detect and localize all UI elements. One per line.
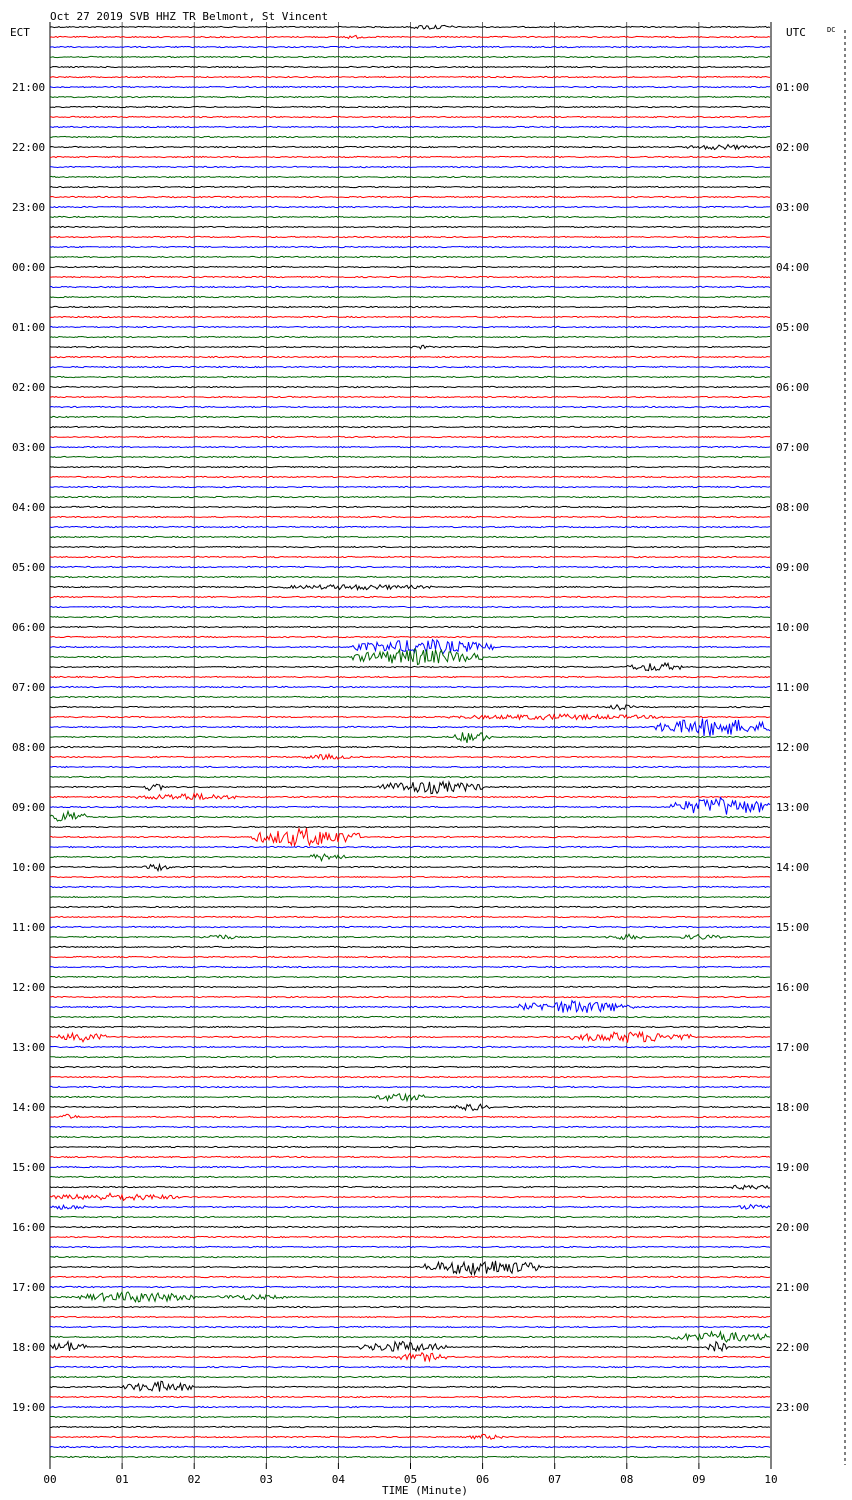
- trace-row: [50, 236, 770, 237]
- utc-hour-label: 02:00: [776, 141, 810, 154]
- ect-hour-label: 19:00: [12, 1401, 46, 1414]
- trace-row: [50, 876, 770, 877]
- trace-row: [50, 676, 770, 677]
- trace-row: [50, 1026, 770, 1027]
- trace-row: [50, 714, 770, 720]
- trace-row: [50, 585, 770, 590]
- trace-row: [50, 246, 770, 247]
- ect-hour-label: 16:00: [12, 1221, 46, 1234]
- trace-row: [50, 166, 770, 167]
- trace-row: [50, 1366, 770, 1367]
- utc-hour-label: 10:00: [776, 621, 810, 634]
- utc-hour-label: 19:00: [776, 1161, 810, 1174]
- x-axis-label: TIME (Minute): [381, 1484, 469, 1497]
- utc-hour-label: 14:00: [776, 861, 810, 874]
- trace-row: [50, 296, 770, 297]
- trace-row: [50, 376, 770, 377]
- trace-row: [50, 996, 770, 997]
- trace-row: [50, 1381, 770, 1391]
- trace-row: [50, 206, 770, 207]
- trace-row: [50, 1146, 770, 1147]
- trace-row: [50, 1276, 770, 1277]
- x-tick-label: 00: [43, 1473, 57, 1486]
- trace-row: [50, 466, 770, 467]
- trace-row: [50, 686, 770, 687]
- trace-row: [50, 1156, 770, 1157]
- trace-row: [50, 356, 770, 357]
- right-timezone-label: UTC: [786, 26, 806, 39]
- trace-row: [50, 966, 770, 967]
- utc-hour-labels: [776, 81, 809, 1414]
- trace-row: [50, 906, 770, 907]
- trace-row: [50, 306, 770, 307]
- ect-hour-label: 07:00: [12, 681, 46, 694]
- trace-row: [50, 663, 770, 671]
- trace-row: [50, 186, 770, 187]
- trace-row: [50, 1353, 770, 1362]
- trace-row: [50, 386, 770, 387]
- trace-row: [50, 946, 770, 947]
- trace-row: [50, 1104, 770, 1110]
- trace-row: [50, 1076, 770, 1077]
- trace-row: [50, 426, 770, 427]
- trace-row: [50, 576, 770, 577]
- trace-row: [50, 516, 770, 517]
- trace-row: [50, 326, 770, 327]
- trace-row: [50, 1205, 770, 1210]
- trace-row: [50, 1246, 770, 1247]
- trace-row: [50, 976, 770, 977]
- trace-row: [50, 626, 770, 627]
- trace-row: [50, 276, 770, 277]
- chart-title: Oct 27 2019 SVB HHZ TR Belmont, St Vincent: [50, 10, 329, 23]
- trace-row: [50, 754, 770, 759]
- trace-row: [50, 1286, 770, 1287]
- trace-row: [50, 826, 770, 827]
- ect-hour-label: 05:00: [12, 561, 46, 574]
- trace-row: [50, 616, 770, 617]
- ect-hour-label: 23:00: [12, 201, 46, 214]
- trace-row: [50, 25, 770, 29]
- trace-row: [50, 696, 770, 697]
- utc-hour-label: 20:00: [776, 1221, 810, 1234]
- trace-row: [50, 536, 770, 537]
- utc-hour-label: 17:00: [776, 1041, 810, 1054]
- trace-row: [50, 1316, 770, 1317]
- trace-row: [50, 606, 770, 607]
- trace-row: [50, 216, 770, 217]
- utc-hour-label: 06:00: [776, 381, 810, 394]
- utc-hour-label: 13:00: [776, 801, 810, 814]
- trace-row: [50, 176, 770, 177]
- trace-row: [50, 828, 770, 845]
- trace-row: [50, 1226, 770, 1227]
- trace-row: [50, 1406, 770, 1407]
- ect-hour-label: 09:00: [12, 801, 46, 814]
- trace-row: [50, 1016, 770, 1017]
- trace-row: [50, 546, 770, 547]
- trace-row: [50, 566, 770, 567]
- trace-row: [50, 649, 770, 665]
- trace-row: [50, 76, 770, 77]
- trace-row: [50, 865, 770, 871]
- x-tick-label: 01: [115, 1473, 129, 1486]
- ect-hour-label: 02:00: [12, 381, 46, 394]
- trace-row: [50, 526, 770, 527]
- ect-hour-label: 21:00: [12, 81, 46, 94]
- trace-row: [50, 1376, 770, 1377]
- seismic-traces: [50, 25, 770, 1457]
- trace-row: [50, 776, 770, 777]
- x-tick-label: 06: [475, 1473, 490, 1486]
- trace-row: [50, 1306, 770, 1307]
- trace-row: [50, 556, 770, 557]
- trace-row: [50, 1185, 770, 1189]
- trace-row: [50, 1046, 770, 1047]
- trace-row: [50, 256, 770, 257]
- trace-row: [50, 1456, 770, 1457]
- trace-row: [50, 486, 770, 487]
- trace-row: [50, 1216, 770, 1217]
- trace-row: [50, 705, 770, 710]
- trace-row: [50, 934, 770, 939]
- trace-row: [50, 266, 770, 267]
- trace-row: [50, 1086, 770, 1087]
- trace-row: [50, 1166, 770, 1167]
- trace-row: [50, 926, 770, 927]
- trace-row: [50, 1176, 770, 1177]
- utc-hour-label: 15:00: [776, 921, 810, 934]
- x-tick-label: 07: [548, 1473, 562, 1486]
- trace-row: [50, 316, 770, 317]
- trace-row: [50, 56, 770, 57]
- trace-row: [50, 1066, 770, 1067]
- x-tick-label: 04: [331, 1473, 346, 1486]
- x-tick-label: 08: [620, 1473, 634, 1486]
- utc-hour-label: 11:00: [776, 681, 810, 694]
- utc-hour-label: 04:00: [776, 261, 810, 274]
- trace-row: [50, 732, 770, 743]
- trace-row: [50, 1396, 770, 1397]
- ect-hour-label: 01:00: [12, 321, 46, 334]
- trace-row: [50, 286, 770, 287]
- trace-row: [50, 956, 770, 957]
- trace-row: [50, 886, 770, 887]
- trace-row: [50, 366, 770, 367]
- x-tick-label: 09: [692, 1473, 706, 1486]
- ect-hour-label: 03:00: [12, 441, 46, 454]
- trace-row: [50, 476, 770, 477]
- utc-hour-label: 09:00: [776, 561, 810, 574]
- trace-row: [50, 811, 770, 821]
- utc-hour-label: 03:00: [776, 201, 810, 214]
- trace-row: [50, 456, 770, 457]
- trace-row: [50, 1292, 770, 1302]
- trace-row: [50, 1332, 770, 1342]
- utc-hour-label: 01:00: [776, 81, 810, 94]
- trace-row: [50, 719, 770, 736]
- x-axis-ticks: [43, 1463, 777, 1486]
- trace-row: [50, 496, 770, 497]
- utc-hour-label: 05:00: [776, 321, 810, 334]
- trace-row: [50, 86, 770, 87]
- trace-row: [50, 126, 770, 127]
- trace-row: [50, 846, 770, 847]
- trace-row: [50, 156, 770, 157]
- x-tick-label: 10: [764, 1473, 778, 1486]
- trace-row: [50, 1094, 770, 1101]
- trace-row: [50, 1126, 770, 1127]
- trace-row: [50, 1261, 770, 1275]
- left-timezone-label: ECT: [10, 26, 30, 39]
- trace-row: [50, 986, 770, 987]
- ect-hour-labels: [12, 81, 45, 1414]
- ect-hour-label: 11:00: [12, 921, 46, 934]
- x-tick-label: 03: [259, 1473, 273, 1486]
- ect-hour-label: 22:00: [12, 141, 46, 154]
- ect-hour-label: 18:00: [12, 1341, 46, 1354]
- ect-hour-label: 00:00: [12, 261, 46, 274]
- trace-row: [50, 1114, 770, 1118]
- ect-hour-label: 06:00: [12, 621, 46, 634]
- ect-hour-label: 10:00: [12, 861, 46, 874]
- trace-row: [50, 416, 770, 417]
- trace-row: [50, 1193, 770, 1200]
- trace-row: [50, 854, 770, 861]
- trace-row: [50, 1426, 770, 1427]
- trace-row: [50, 106, 770, 107]
- trace-row: [50, 136, 770, 137]
- trace-row: [50, 436, 770, 437]
- trace-row: [50, 345, 770, 349]
- ect-hour-label: 12:00: [12, 981, 46, 994]
- trace-row: [50, 66, 770, 67]
- utc-hour-label: 22:00: [776, 1341, 810, 1354]
- trace-row: [50, 396, 770, 397]
- trace-row: [50, 96, 770, 97]
- trace-row: [50, 506, 770, 507]
- utc-hour-label: 07:00: [776, 441, 810, 454]
- trace-row: [50, 35, 770, 38]
- trace-row: [50, 1001, 770, 1013]
- trace-row: [50, 226, 770, 227]
- trace-row: [50, 1056, 770, 1057]
- trace-row: [50, 145, 770, 150]
- trace-row: [50, 896, 770, 897]
- utc-hour-label: 12:00: [776, 741, 810, 754]
- trace-row: [50, 782, 770, 794]
- trace-row: [50, 1256, 770, 1257]
- ect-hour-label: 04:00: [12, 501, 46, 514]
- trace-row: [50, 766, 770, 767]
- utc-hour-label: 23:00: [776, 1401, 810, 1414]
- ect-hour-label: 15:00: [12, 1161, 46, 1174]
- ect-hour-label: 13:00: [12, 1041, 46, 1054]
- trace-row: [50, 1416, 770, 1417]
- trace-row: [50, 794, 770, 800]
- x-tick-label: 05: [403, 1473, 418, 1486]
- trace-row: [50, 1032, 770, 1042]
- ect-hour-label: 08:00: [12, 741, 46, 754]
- dc-label: DC: [827, 26, 836, 34]
- trace-row: [50, 1236, 770, 1237]
- utc-hour-label: 08:00: [776, 501, 810, 514]
- ect-hour-label: 17:00: [12, 1281, 46, 1294]
- trace-row: [50, 336, 770, 337]
- trace-row: [50, 1342, 770, 1352]
- x-tick-label: 02: [187, 1473, 201, 1486]
- trace-row: [50, 1326, 770, 1327]
- trace-row: [50, 746, 770, 747]
- trace-row: [50, 446, 770, 447]
- trace-row: [50, 1446, 770, 1447]
- utc-hour-label: 16:00: [776, 981, 810, 994]
- utc-hour-label: 18:00: [776, 1101, 810, 1114]
- trace-row: [50, 1136, 770, 1137]
- trace-row: [50, 636, 770, 637]
- trace-row: [50, 46, 770, 47]
- trace-row: [50, 798, 770, 815]
- trace-row: [50, 116, 770, 117]
- utc-hour-label: 21:00: [776, 1281, 810, 1294]
- ect-hour-label: 14:00: [12, 1101, 46, 1114]
- trace-row: [50, 916, 770, 917]
- trace-row: [50, 406, 770, 407]
- trace-row: [50, 596, 770, 597]
- trace-row: [50, 1434, 770, 1439]
- trace-row: [50, 196, 770, 197]
